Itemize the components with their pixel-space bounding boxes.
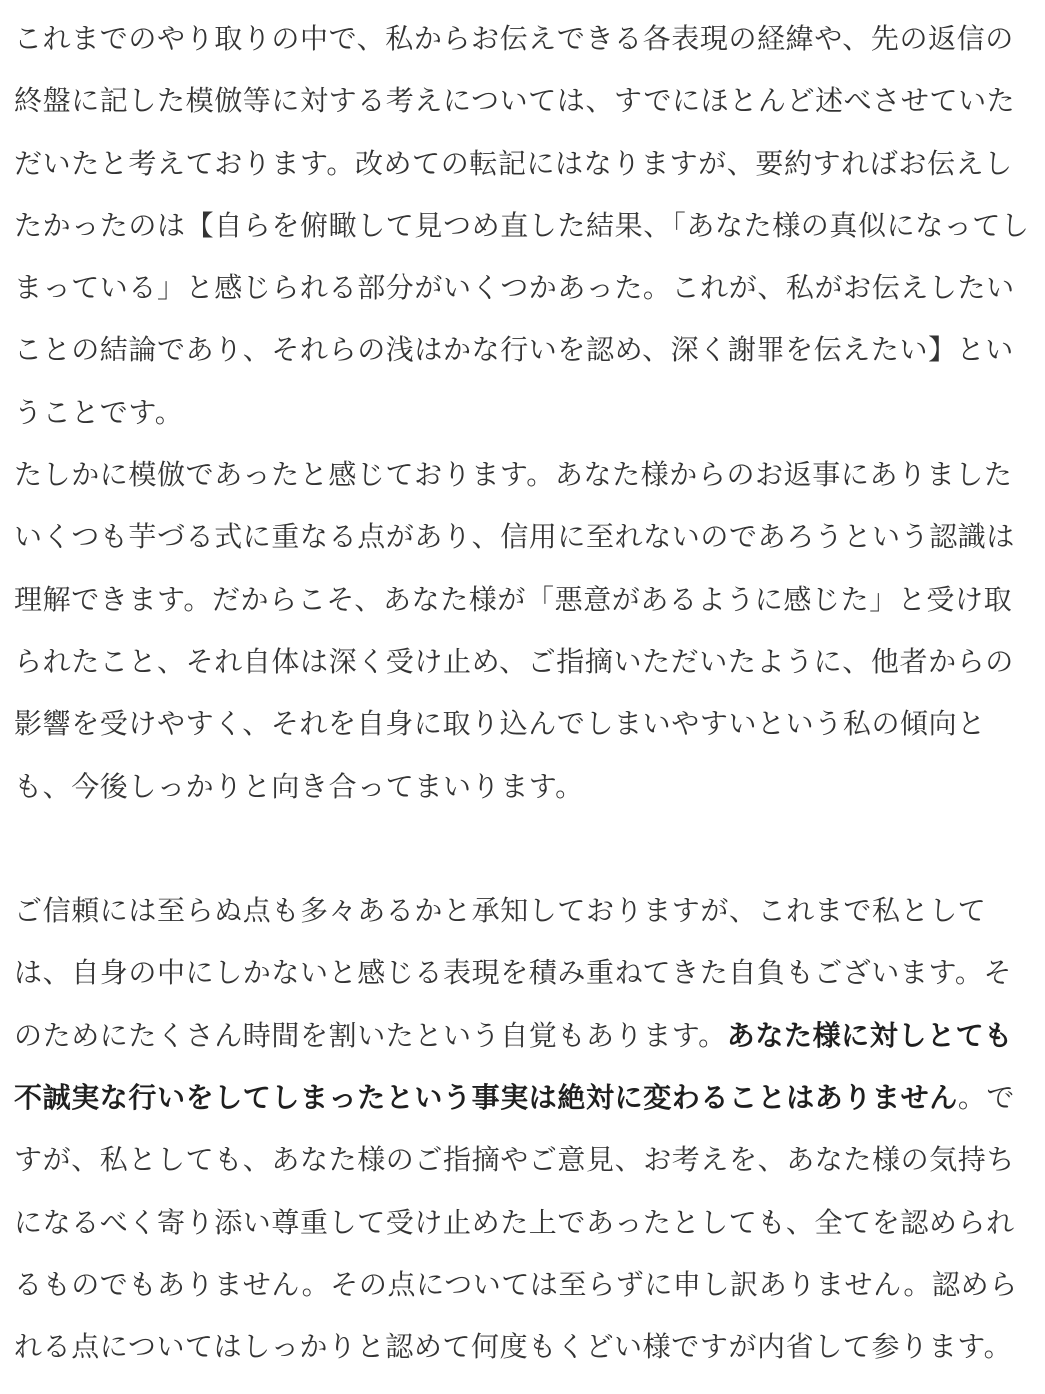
paragraph-acknowledgement: たしかに模倣であったと感じております。あなた様からのお返事にありましたいくつも芋づる式に重なる点があり、信用に至れないのであろうという認識は理解できます。だからこそ、あなた様が「悪意があるように感じた」と受け取られたこと、それ自体は深く受け止め、ご指摘いただいたように、他者からの影響を受けやすく、それを自身に取り込んでしまいやすいという私の傾向とも、今後しっかりと向き合ってまいります。 — [14, 458, 1016, 803]
closing-emphasis-text: あなた様に対しとても不誠実な行いをしてしまったという事実は絶対に変わることはありません — [14, 1018, 1013, 1115]
paragraph-summary: これまでのやり取りの中で、私からお伝えできる各表現の経緯や、先の返信の終盤に記した模倣等に対する考えについては、すでにほとんど述べさせていただいたと考えております。改めての転記にはなりますが、要約すればお伝えしたかったのは【自らを俯瞰して見つめ直した結果、「あなた様の真似になってしまっている」と感じられる部分がいくつかあった。これが、私がお伝えしたいことの結論であり、それらの浅はかな行いを認め、深く謝罪を伝えたい】ということです。 — [14, 22, 1030, 429]
document-body — [14, 8, 1032, 1379]
paragraph-closing — [14, 880, 1032, 1378]
closing-text-after-emphasis: 。ですが、私としても、あなた様のご指摘やご意見、お考えを、あなた様の気持ちになるべく寄り添い尊重して受け止めた上であったとしても、全てを認められるものでもありません。その点については至らずに申し訳ありません。認められる点についてはしっかりと認めて何度もくどい様ですが内省して参ります。 — [14, 1081, 1018, 1364]
closing-text-before-emphasis: ご信頼には至らぬ点も多々あるかと承知しておりますが、これまで私としては、自身の中にしかないと感じる表現を積み重ねてきた自負もございます。そのためにたくさん時間を割いたという自覚もあります。 — [14, 894, 1013, 1052]
paragraph-spacer — [14, 818, 1032, 880]
